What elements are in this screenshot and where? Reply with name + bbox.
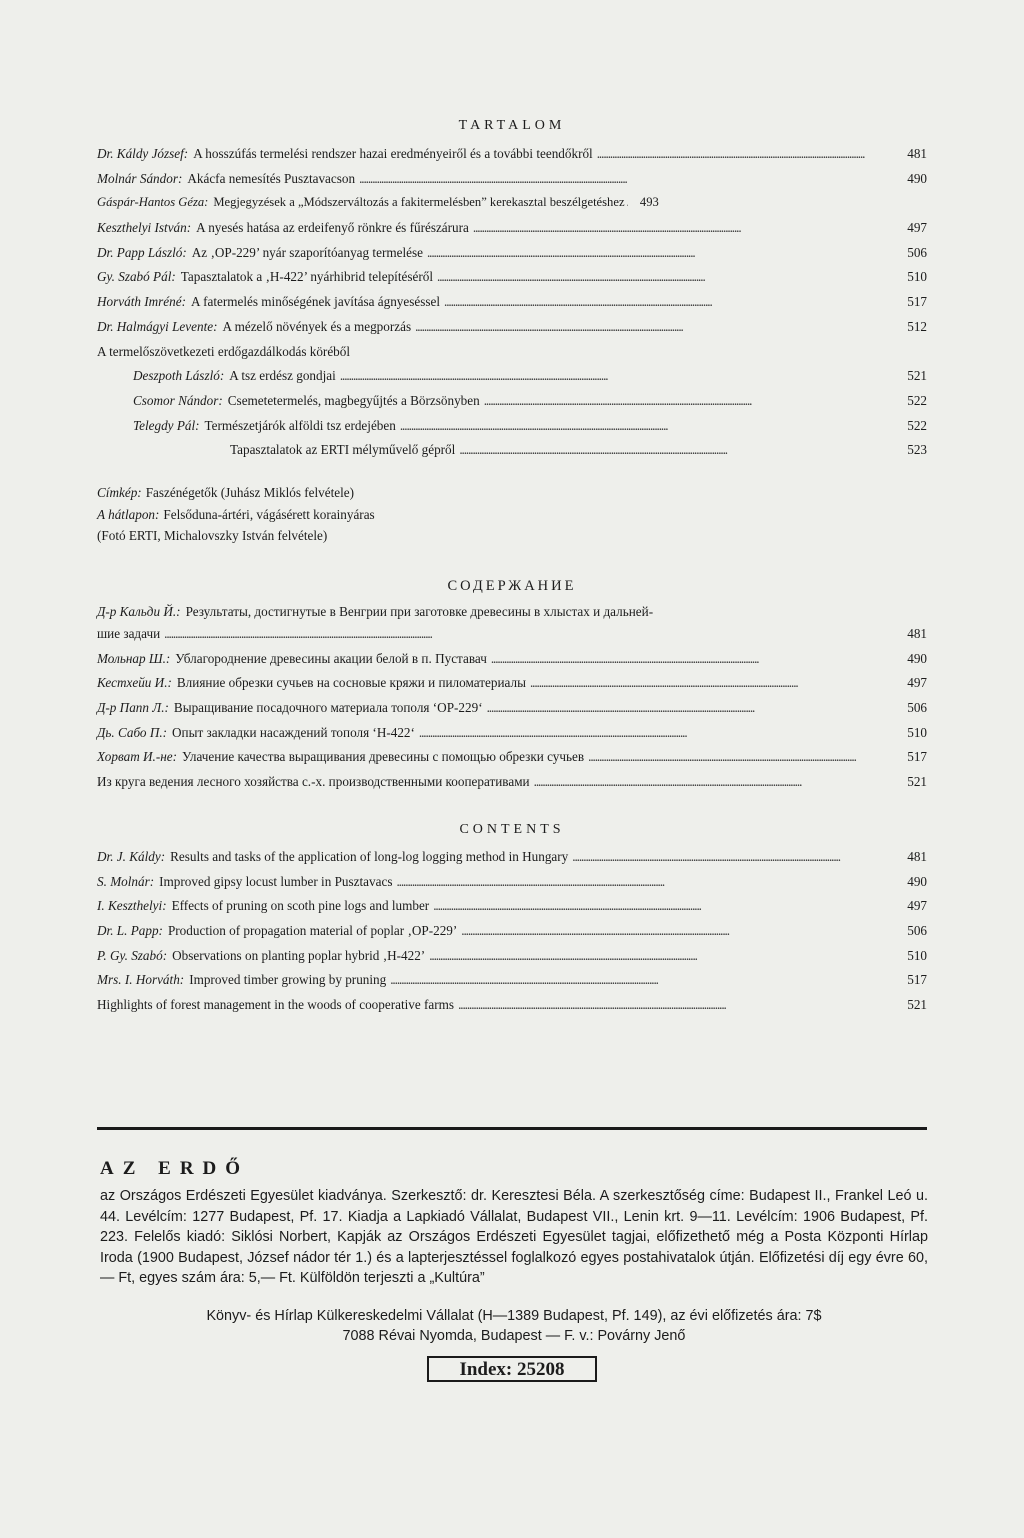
printer-line: 7088 Révai Nyomda, Budapest — F. v.: Povárny Jenő (342, 1328, 686, 1344)
toc-entry: Dr. L. Papp: Production of propagation material of poplar ‚OP-229’ . . . 506 (97, 923, 927, 948)
toc-entry: Dr. Káldy József: A hosszúfás termelési rendszer hazai eredményeiről és a további teendőkről . . . 481 (97, 146, 927, 171)
toc-entry: I. Keszthelyi: Effects of pruning on scoth pine logs and lumber . . . 497 (97, 898, 927, 923)
toc-entry: Кестхейи И.: Влияние обрезки сучьев на сосновые кряжи и пиломатериалы . . . 497 (97, 675, 927, 700)
toc-entry: Gy. Szabó Pál: Tapasztalatok a ‚H-422’ nyárhibrid telepítéséről . . . 510 (97, 269, 927, 294)
masthead-title: AZ ERDŐ (100, 1158, 250, 1179)
toc-entry: Д-р Папп Л.: Выращивание посадочного материала тополя ‘ОР-229‘ . . . 506 (97, 700, 927, 725)
toc-entry: Telegdy Pál: Természetjárók alföldi tsz erdejében . . . 522 (97, 418, 927, 443)
masthead-distributor-line: Könyv- és Hírlap Külkereskedelmi Vállalat (H—1389 Budapest, Pf. 149), az évi előfizetés ára: 7$ (206, 1308, 822, 1324)
toc-entry-line2: шие задачи . . . 481 (97, 626, 927, 651)
index-number-box: Index: 25208 (427, 1356, 597, 1382)
toc-entry: Dr. Papp László: Az ‚OP-229’ nyár szaporítóanyag termelése . . . 506 (97, 245, 927, 270)
toc-entry: Tapasztalatok az ERTI mélyművelő gépről . . . 523 (97, 442, 927, 467)
toc-entry: Molnár Sándor: Akácfa nemesítés Pusztavacson . . . 490 (97, 171, 927, 196)
toc-entry: Highlights of forest management in the woods of cooperative farms . . . 521 (97, 997, 927, 1022)
tartalom-heading: TARTALOM (458, 118, 566, 133)
tartalom-list (97, 146, 927, 467)
note-line: (Fotó ERTI, Michalovszky István felvétele) (97, 528, 328, 543)
masthead-body: az Országos Erdészeti Egyesület kiadványa. Szerkesztő: dr. Keresztesi Béla. A szerkesztőség címe: Budapest II., Frankel Leó u. 44. Levélcím: 1277 Budapest, Pf. 17. Kiadja a Lapkiadó Vállalat, Budapest VII., Lenin krt. 9—11. Levélcím: 1906 Budapest, Pf. 223. Felelős kiadó: Siklósi Norbert, Kapják az Országos Erdészeti Egyesület tagjai, előfizethető még a Posta Központi Hírlap Iroda (1900 Budapest, József nádor tér 1.) és a lapterjesztéssel foglalkozó egyes postahivatalok útján. Előfizetési díj egy évre 60,— Ft, egyes szám ára: 5,— Ft. Külföldön terjeszti a „Kultúra” (100, 1188, 928, 1286)
toc-entry: Csomor Nándor: Csemetetermelés, magbegyűjtés a Börzsönyben . . . 522 (97, 393, 927, 418)
soderzhanie-list (97, 604, 927, 799)
toc-entry: Deszpoth László: A tsz erdész gondjai . . . 521 (97, 368, 927, 393)
toc-entry: S. Molnár: Improved gipsy locust lumber in Pusztavacs . . . 490 (97, 874, 927, 899)
toc-entry: Хорват И.-не: Улачение качества выращивания древесины с помощью обрезки сучьев . . . 517 (97, 749, 927, 774)
toc-section-heading: A termelőszövetkezeti erdőgazdálkodás köréből (97, 343, 351, 359)
cover-notes (97, 482, 375, 547)
note-line: Címkép: Faszénégetők (Juhász Miklós felvétele) (97, 485, 355, 500)
toc-entry-line1: Д-р Кальди Й.: Результаты, достигнутые в Венгрии при заготовке древесины в хлыстах и дальней- (97, 604, 654, 619)
toc-entry: Dr. Halmágyi Levente: A mézelő növények és a megporzás . . . 512 (97, 319, 927, 344)
divider-rule (97, 1127, 927, 1130)
toc-entry: Мольнар Ш.: Ублагороднение древесины акации белой в п. Пуставач . . . 490 (97, 651, 927, 676)
note-line: A hátlapon: Felsőduna-ártéri, vágásérett korainyáras (97, 506, 375, 522)
contents-list (97, 849, 927, 1022)
toc-entry: Дь. Сабо П.: Опыт закладки насаждений тополя ‘Н-422‘ . . . 510 (97, 725, 927, 750)
toc-entry: Из круга ведения лесного хозяйства с.-х. производственными кооперативами . . . 521 (97, 774, 927, 799)
toc-entry: Gáspár-Hantos Géza: Megjegyzések a „Módszerváltozás a fakitermelésben” kerekasztal beszélgetéshez . . . 493 (97, 195, 927, 220)
toc-entry: Mrs. I. Horváth: Improved timber growing by pruning . . . 517 (97, 972, 927, 997)
toc-entry: P. Gy. Szabó: Observations on planting poplar hybrid ‚H-422’ . . . 510 (97, 948, 927, 973)
soderzhanie-heading: СОДЕРЖАНИЕ (447, 578, 577, 594)
toc-entry: Horváth Imréné: A fatermelés minőségének javítása ágnyeséssel . . . 517 (97, 294, 927, 319)
contents-heading: CONTENTS (459, 822, 565, 837)
toc-entry: Keszthelyi István: A nyesés hatása az erdeifenyő rönkre és fűrészárura . . . 497 (97, 220, 927, 245)
toc-entry: Dr. J. Káldy: Results and tasks of the application of long-log logging method in Hungary . . . 481 (97, 849, 927, 874)
